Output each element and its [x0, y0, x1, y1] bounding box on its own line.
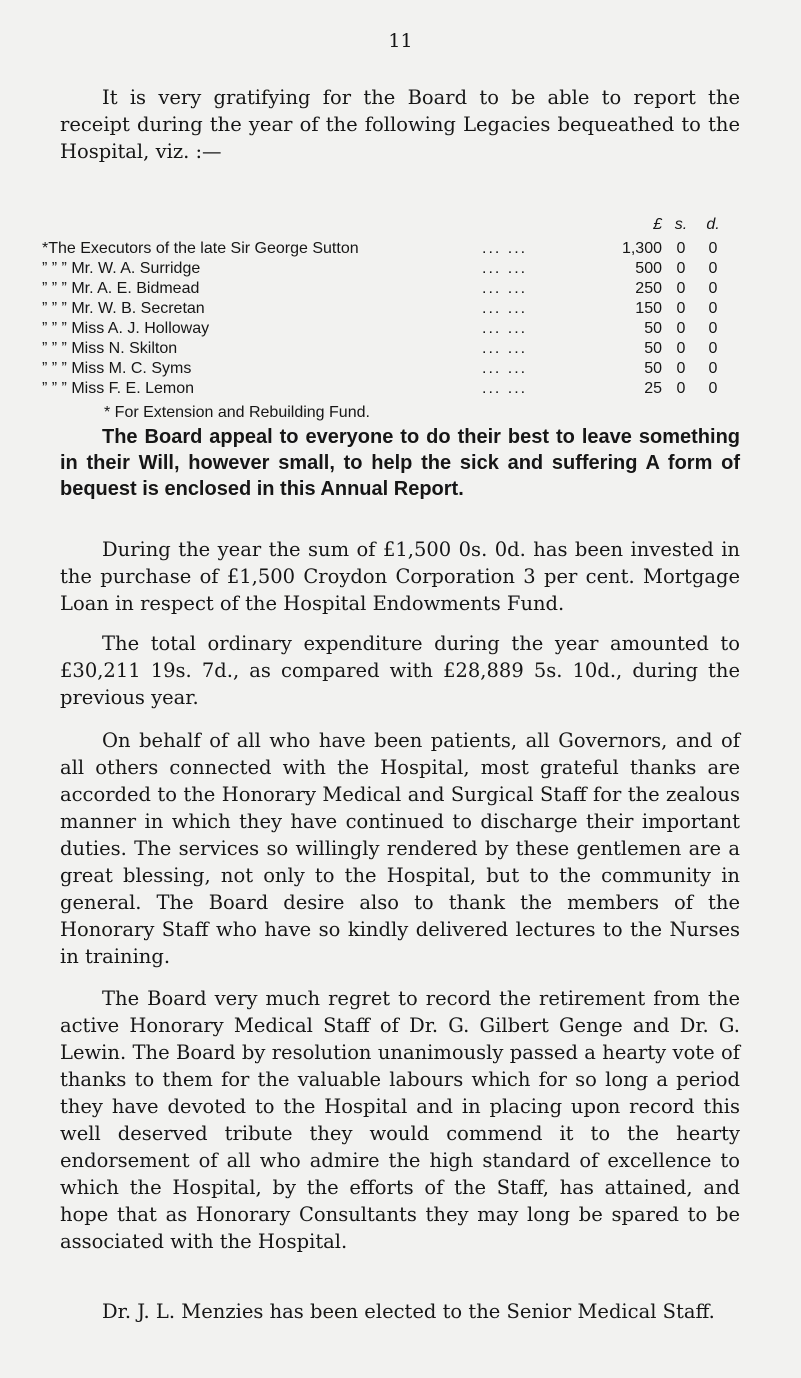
legacy-pence: 0: [708, 380, 718, 397]
legacy-shillings: 0: [676, 280, 686, 297]
legacy-label: ” ” ” Miss F. E. Lemon: [42, 380, 195, 397]
legacy-pence: 0: [708, 280, 718, 297]
legacy-row: [42, 360, 762, 380]
legacy-pounds: 50: [644, 360, 662, 377]
legacy-pounds: 1,300: [621, 240, 662, 257]
legacy-shillings: 0: [676, 260, 686, 277]
legacy-label: ” ” ” Mr. W. A. Surridge: [42, 260, 201, 277]
legacy-label: ” ” ” Miss N. Skilton: [42, 340, 178, 357]
currency-header: [42, 216, 762, 236]
legacy-label: ” ” ” Miss M. C. Syms: [42, 360, 192, 377]
legacy-row: [42, 340, 762, 360]
legacies-footnote: * For Extension and Rebuilding Fund.: [104, 404, 370, 421]
legacy-pounds: 50: [644, 320, 662, 337]
leader-dots: ... ...: [482, 360, 528, 377]
legacy-shillings: 0: [676, 320, 686, 337]
legacy-pence: 0: [708, 320, 718, 337]
legacy-row: [42, 280, 762, 300]
legacy-pounds: 25: [644, 380, 662, 397]
legacy-label: *The Executors of the late Sir George Sutton: [42, 240, 359, 257]
leader-dots: ... ...: [482, 320, 528, 337]
legacy-pence: 0: [708, 240, 718, 257]
leader-dots: ... ...: [482, 260, 528, 277]
legacy-shillings: 0: [676, 380, 686, 397]
legacy-row: [42, 260, 762, 280]
thanks-paragraph: On behalf of all who have been patients, all Governors, and of all others connected with the Hospital, most grateful thanks are accorded to the Honorary Medical and Surgical Staff for the zealous manner in which they have continued to discharge their important duties. The services so willingly rendered by these gentlemen are a great blessing, not only to the Hospital, but to the community in general. The Board desire also to thank the members of the Honorary Staff who have so kindly delivered lectures to the Nurses in training.: [60, 729, 740, 968]
shillings-header: s.: [674, 216, 688, 233]
legacy-pounds: 500: [635, 260, 662, 277]
expenditure-paragraph: The total ordinary expenditure during the year amounted to £30,211 19s. 7d., as compared with £28,889 5s. 10d., during the previous year.: [60, 632, 740, 709]
legacy-pence: 0: [708, 260, 718, 277]
leader-dots: ... ...: [482, 300, 528, 317]
pence-header: d.: [706, 216, 720, 233]
leader-dots: ... ...: [482, 340, 528, 357]
legacy-pence: 0: [708, 360, 718, 377]
legacy-row: [42, 380, 762, 400]
legacy-shillings: 0: [676, 340, 686, 357]
leader-dots: ... ...: [482, 280, 528, 297]
legacy-shillings: 0: [676, 360, 686, 377]
legacy-pence: 0: [708, 340, 718, 357]
legacy-pounds: 150: [635, 300, 662, 317]
pounds-header: £: [653, 216, 662, 233]
legacy-row: [42, 320, 762, 340]
legacy-shillings: 0: [676, 300, 686, 317]
legacy-pence: 0: [708, 300, 718, 317]
legacy-pounds: 250: [635, 280, 662, 297]
election-paragraph: Dr. J. L. Menzies has been elected to the Senior Medical Staff.: [102, 1300, 715, 1323]
retirement-paragraph: The Board very much regret to record the retirement from the active Honorary Medical Staff of Dr. G. Gilbert Genge and Dr. G. Lewin. The Board by resolution unanimously passed a hearty vote of thanks to them for the valuable labours which for so long a period they have devoted to the Hospital and in placing upon record this well deserved tribute they would commend it to the hearty endorsement of all who admire the high standard of excellence to which the Hospital, by the efforts of the Staff, has attained, and hope that as Honorary Consultants they may long be spared to be associated with the Hospital.: [60, 987, 740, 1253]
legacy-label: ” ” ” Mr. A. E. Bidmead: [42, 280, 200, 297]
leader-dots: ... ...: [482, 380, 528, 397]
legacy-shillings: 0: [676, 240, 686, 257]
legacy-pounds: 50: [644, 340, 662, 357]
intro-paragraph: It is very gratifying for the Board to be able to report the receipt during the year of the following Legacies bequeathed to the Hospital, viz. :—: [60, 86, 740, 163]
legacy-label: ” ” ” Mr. W. B. Secretan: [42, 300, 205, 317]
page-number: 11: [388, 30, 413, 52]
investment-paragraph: During the year the sum of £1,500 0s. 0d. has been invested in the purchase of £1,500 Croydon Corporation 3 per cent. Mortgage Loan in respect of the Hospital Endowments Fund.: [60, 538, 740, 615]
legacy-row: [42, 240, 762, 260]
leader-dots: ... ...: [482, 240, 528, 257]
appeal-paragraph: The Board appeal to everyone to do their best to leave something in their Will, however small, to help the sick and suffering A form of bequest is enclosed in this Annual Report.: [60, 426, 740, 500]
legacy-row: [42, 300, 762, 320]
legacy-label: ” ” ” Miss A. J. Holloway: [42, 320, 210, 337]
